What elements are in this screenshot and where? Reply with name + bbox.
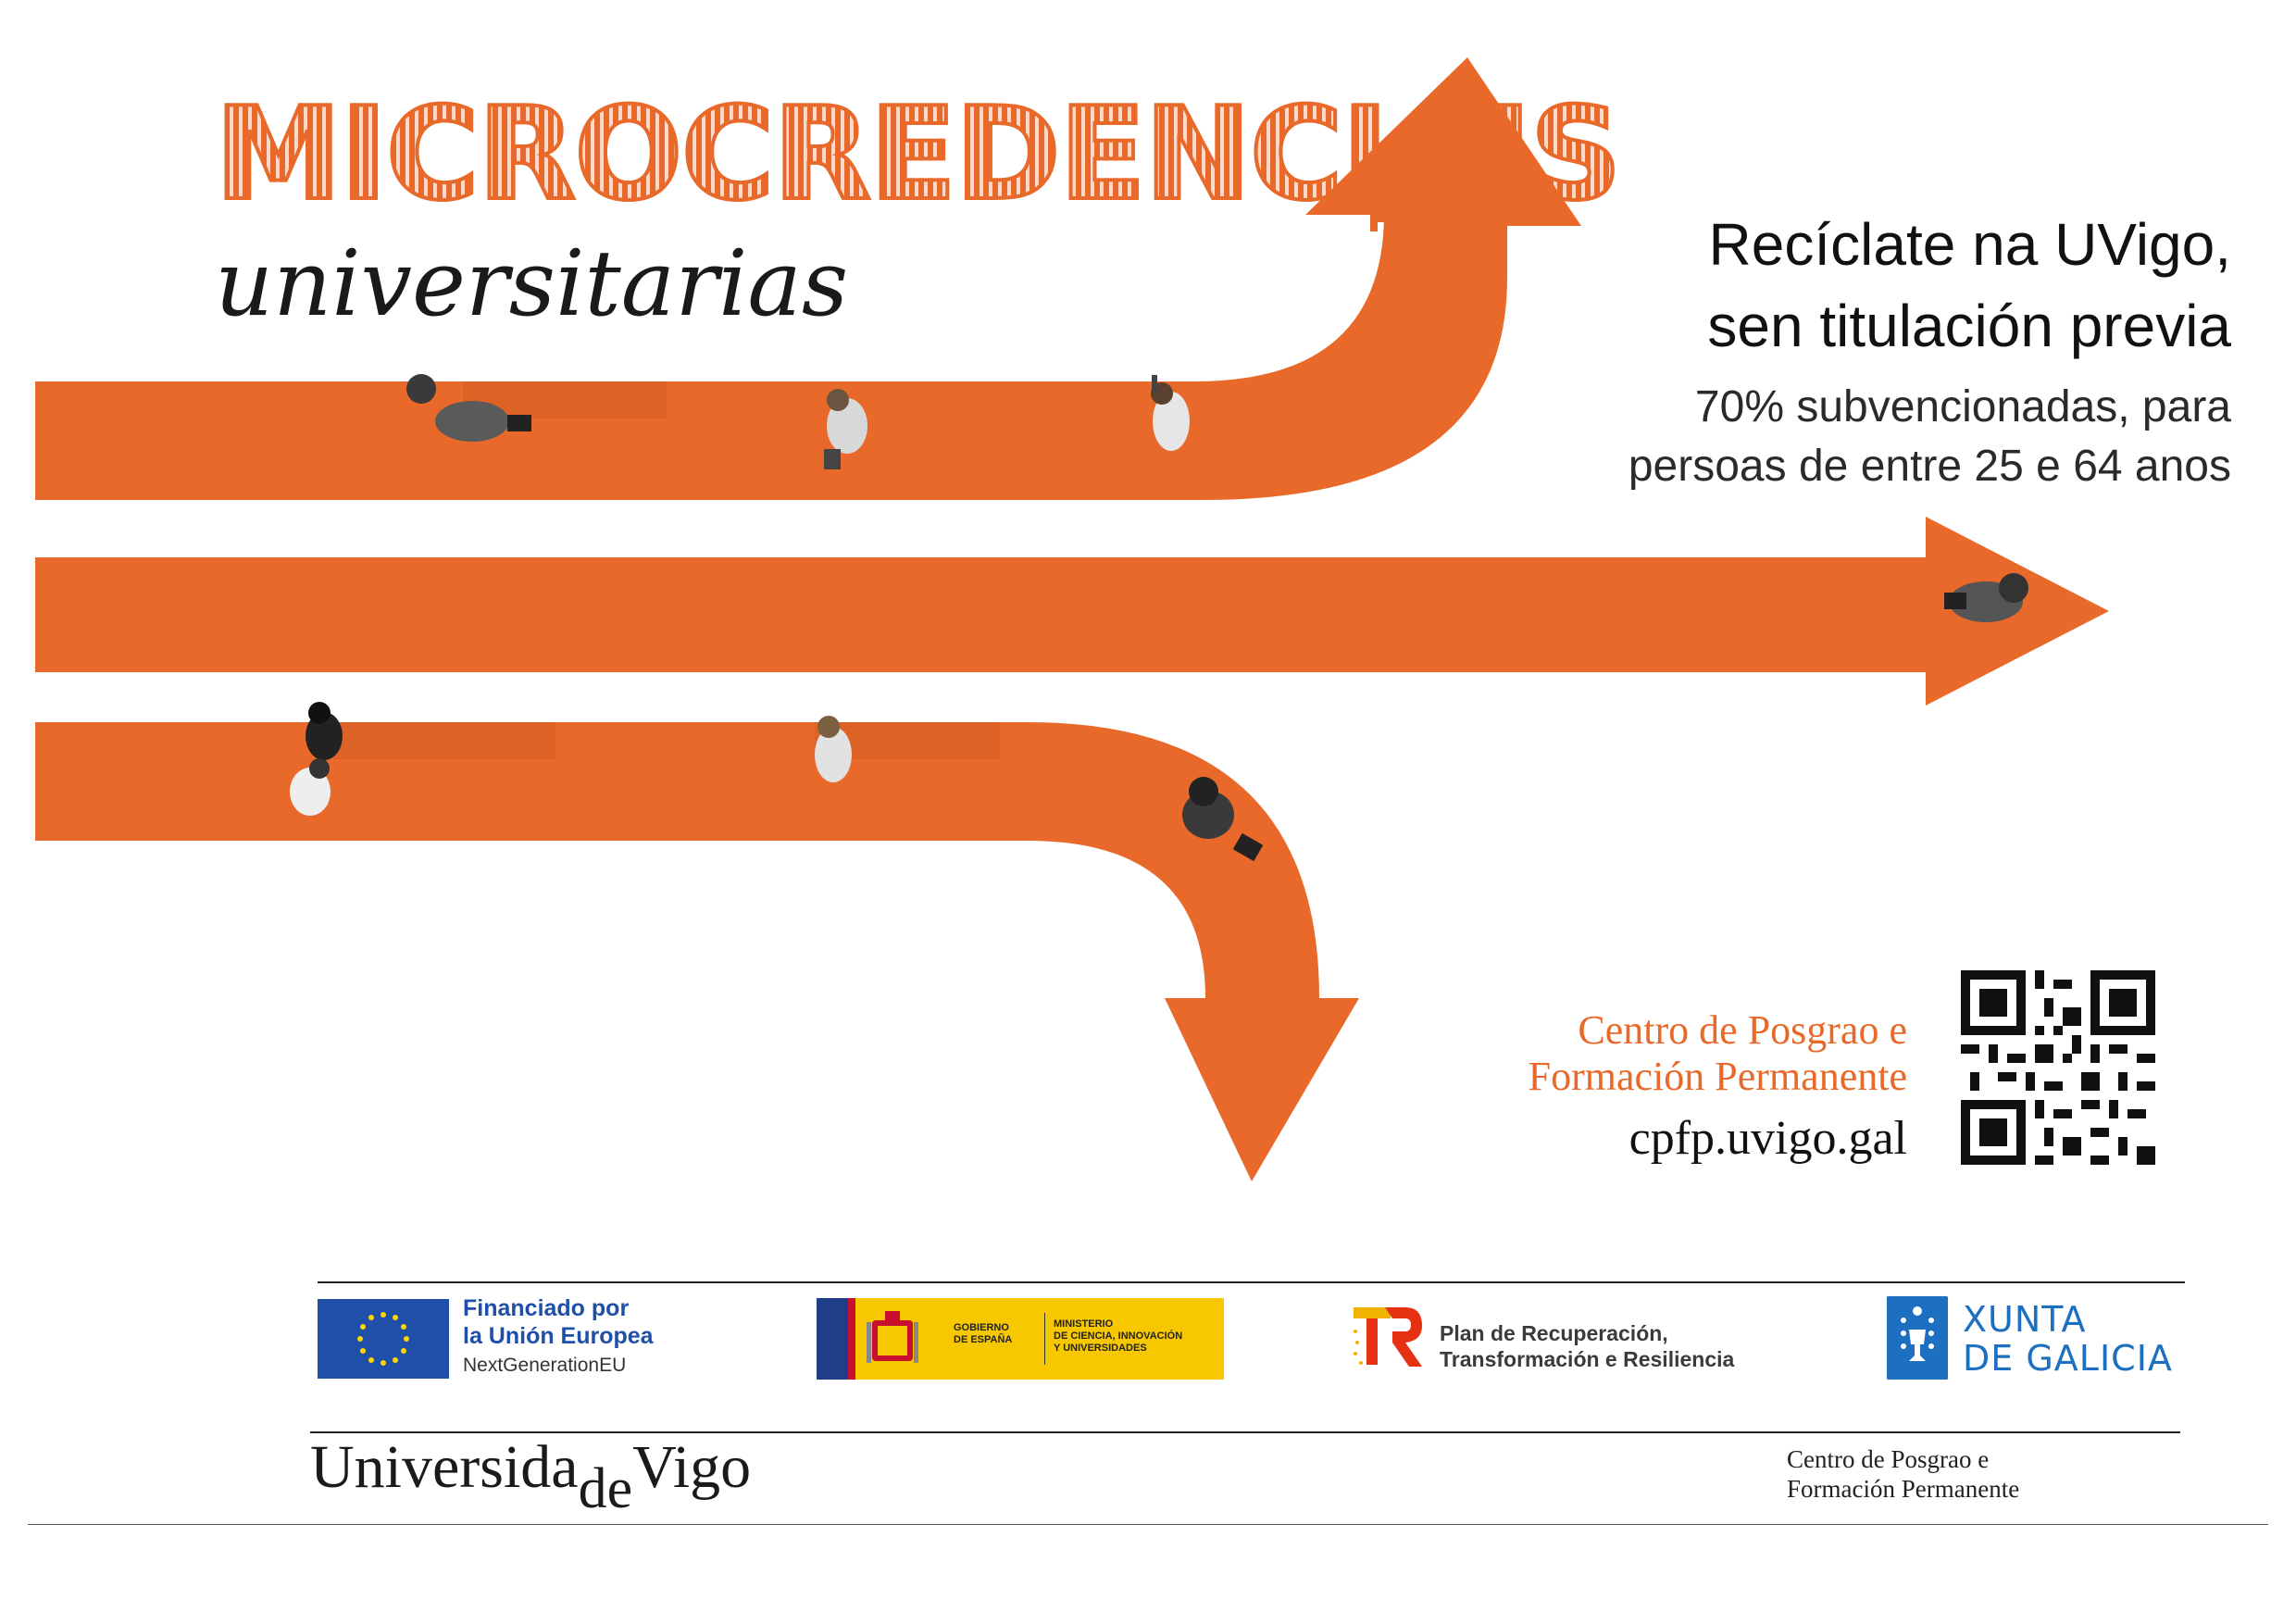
spain-government-logo	[817, 1298, 1224, 1380]
center-line2: Formación Permanente	[1528, 1054, 1907, 1099]
spain-stripe-red	[848, 1298, 855, 1380]
spain-min-line2: DE CIENCIA, INNOVACIÓN	[1054, 1330, 1183, 1342]
page-title: MICROCREDENCIAIS	[215, 80, 1620, 229]
prtr-line1: Plan de Recuperación,	[1440, 1321, 1668, 1345]
arrow-right-icon	[35, 517, 2109, 706]
subline-line1: 70% subvencionadas, para	[1694, 382, 2231, 431]
footer-center-name	[1787, 1444, 2176, 1504]
prtr-line2: Transformación e Resiliencia	[1440, 1347, 1735, 1371]
spain-gob-line1: GOBIERNO	[954, 1322, 1009, 1333]
spain-separator	[1044, 1313, 1045, 1365]
prtr-logo-icon	[1348, 1304, 1426, 1370]
spain-stripe	[817, 1298, 848, 1380]
subheadline	[1528, 378, 2231, 496]
website-link[interactable]: cpfp.uvigo.gal	[1628, 1112, 1907, 1165]
arrow-down-icon	[35, 722, 1359, 1181]
uni-name-part3: Vigo	[632, 1433, 752, 1501]
eu-line2: la Unión Europea	[463, 1323, 654, 1349]
eu-line3: NextGenerationEU	[463, 1355, 627, 1376]
divider	[318, 1281, 2185, 1283]
qr-code-icon[interactable]	[1961, 970, 2155, 1165]
spain-min-line1: MINISTERIO	[1054, 1318, 1114, 1330]
spain-crest-icon	[865, 1307, 920, 1370]
uni-name-part2: de	[578, 1457, 633, 1520]
spain-min-line3: Y UNIVERSIDADES	[1054, 1343, 1147, 1354]
headline-line1: Recíclate na UVigo,	[1708, 211, 2231, 278]
xunta-line2: DE GALICIA	[1963, 1338, 2173, 1379]
spain-gob-line2: DE ESPAÑA	[954, 1334, 1013, 1345]
eu-flag-icon	[318, 1299, 449, 1379]
footer-center-line1: Centro de Posgrao e	[1787, 1445, 1990, 1473]
footer-divider	[310, 1431, 2180, 1433]
uni-name-part1: Universida	[310, 1433, 579, 1501]
university-logo	[310, 1433, 752, 1520]
spain-ministry-text	[1054, 1318, 1182, 1355]
xunta-text	[1963, 1300, 2173, 1378]
subline-line2: persoas de entre 25 e 64 anos	[1628, 442, 2231, 491]
xunta-line1: XUNTA	[1963, 1299, 2087, 1340]
eu-funding-logo	[463, 1294, 768, 1381]
center-line1: Centro de Posgrao e	[1578, 1007, 1907, 1053]
person-walking-icon	[306, 702, 343, 760]
xunta-shield-icon	[1887, 1296, 1948, 1380]
center-name	[1315, 1007, 1907, 1100]
footer-center-line2: Formación Permanente	[1787, 1475, 2020, 1503]
prtr-text	[1440, 1320, 1734, 1372]
spain-gob-text	[954, 1322, 1012, 1346]
headline	[1528, 204, 2231, 367]
headline-line2: sen titulación previa	[1707, 293, 2231, 359]
page-subtitle: universitarias	[215, 231, 849, 337]
bottom-divider	[28, 1524, 2268, 1525]
eu-line1: Financiado por	[463, 1295, 630, 1321]
